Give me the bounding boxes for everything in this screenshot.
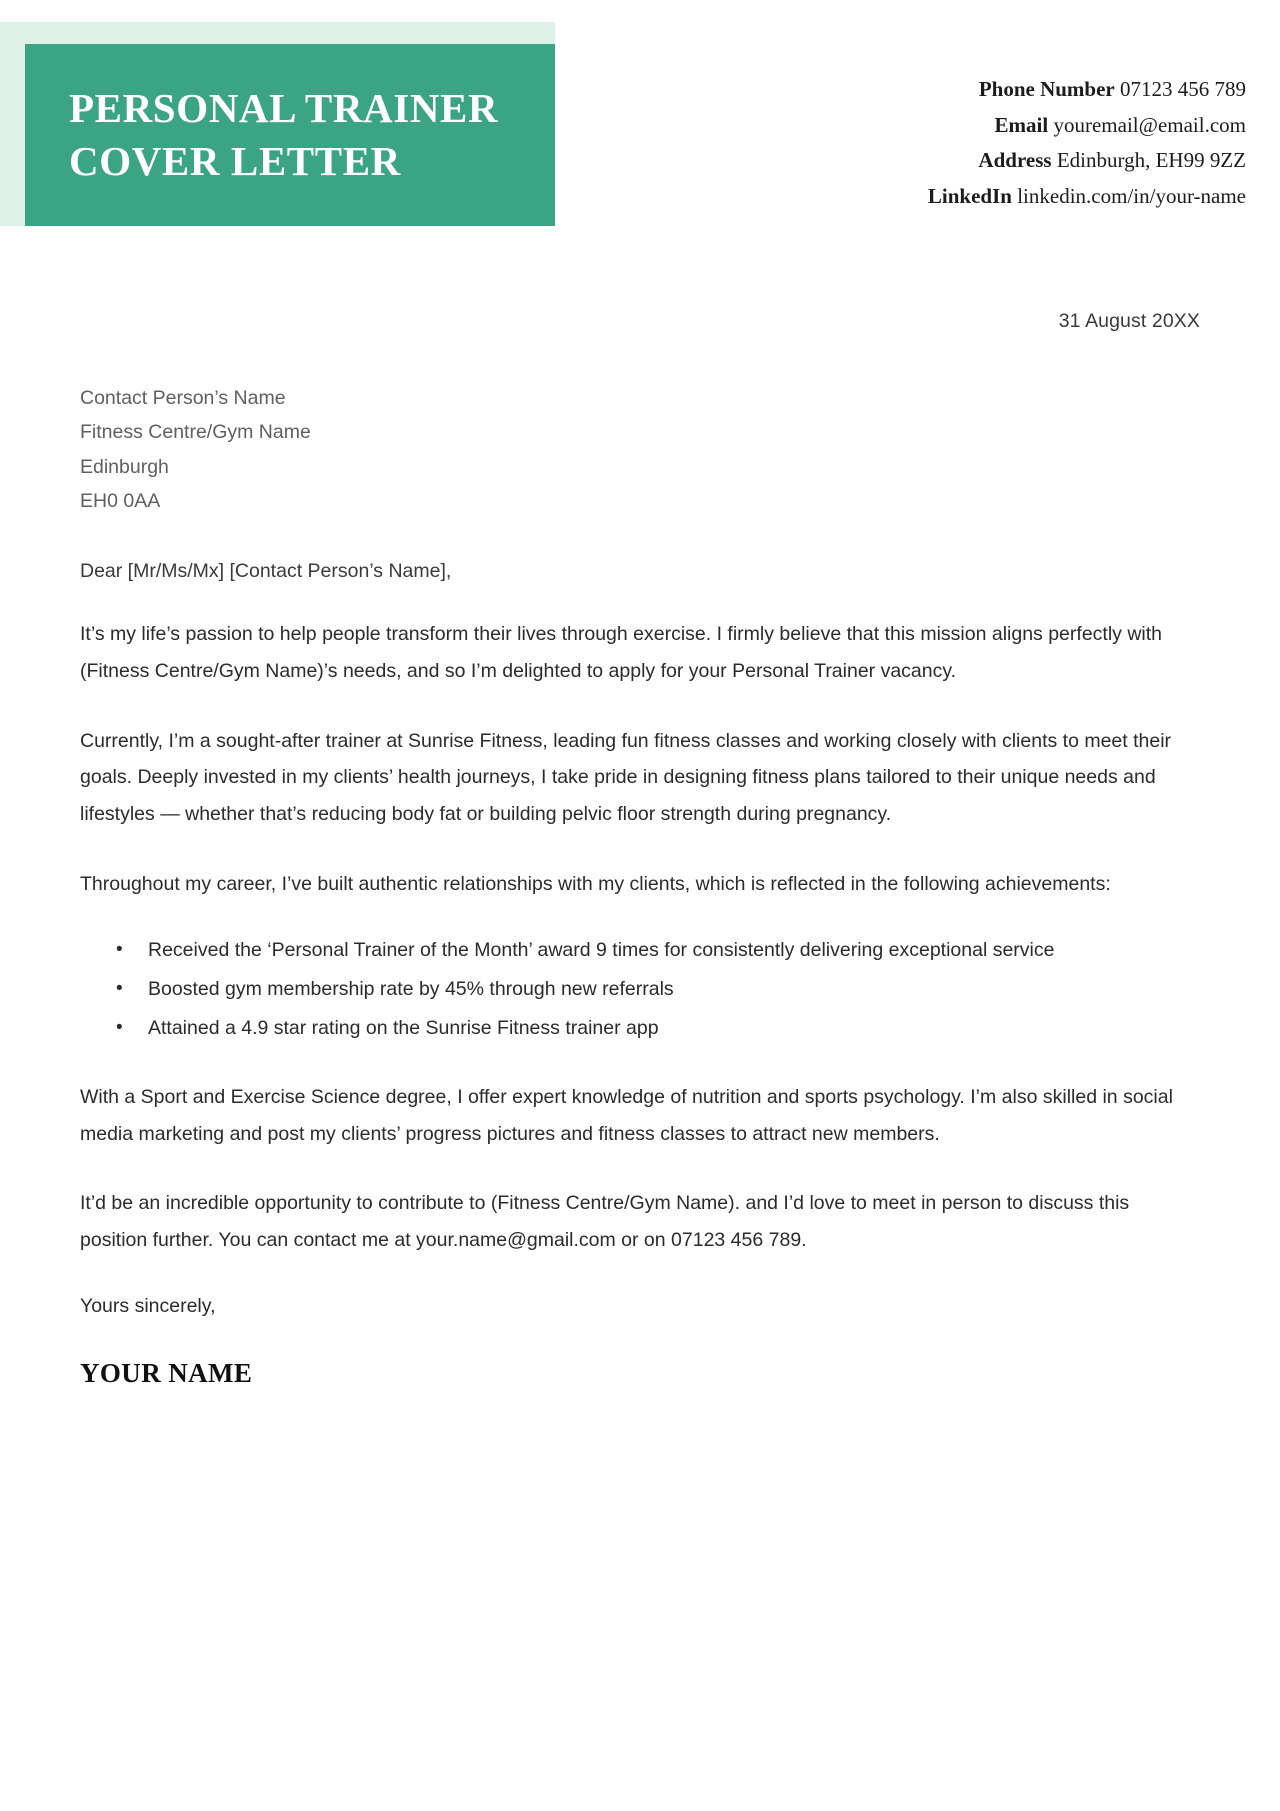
bullet-point-icon: • bbox=[116, 1016, 123, 1038]
achievements-list bbox=[80, 932, 1200, 1046]
list-item-text: Attained a 4.9 star rating on the Sunrise Fitness trainer app bbox=[148, 1016, 659, 1039]
contact-value-phone: 07123 456 789 bbox=[1120, 77, 1246, 101]
recipient-line-2: Fitness Centre/Gym Name bbox=[80, 421, 311, 444]
body-paragraph-2: Currently, I’m a sought-after trainer at Sunrise Fitness, leading fun fitness classes and working closely with clients to meet their goals. Deeply invested in my clients’ health journeys, I take pride in designing fitness plans tailored to their unique needs and lifestyles — whether that’s reducing body fat or building pelvic floor strength during pregnancy. bbox=[80, 729, 1172, 825]
page-title-line-2: COVER LETTER bbox=[69, 138, 401, 184]
list-item-text: Received the ‘Personal Trainer of the Month’ award 9 times for consistently delivering exceptional service bbox=[148, 939, 1055, 962]
salutation: Dear [Mr/Ms/Mx] [Contact Person’s Name], bbox=[80, 560, 452, 583]
closing-salutation: Yours sincerely, bbox=[80, 1294, 216, 1317]
body-paragraph-4: With a Sport and Exercise Science degree, I offer expert knowledge of nutrition and sports psychology. I’m also skilled in social media marketing and post my clients’ progress pictures and fitness classes to attract new members. bbox=[80, 1086, 1173, 1145]
letter-body bbox=[0, 226, 1280, 1389]
contact-row-email bbox=[995, 108, 1246, 144]
body-paragraph-5: It’d be an incredible opportunity to contribute to (Fitness Centre/Gym Name). and I’d love to meet in person to discuss this position further. You can contact me at your.name@gmail.com or on 07123 456 789. bbox=[80, 1192, 1130, 1252]
contact-value-linkedin: linkedin.com/in/your-name bbox=[1017, 184, 1246, 209]
contact-row-address bbox=[978, 143, 1246, 179]
contact-value-email: youremail@email.com bbox=[1053, 112, 1246, 137]
recipient-line-4: EH0 0AA bbox=[80, 489, 161, 512]
letter-date: 31 August 20XX bbox=[1058, 310, 1200, 332]
recipient-line-1: Contact Person’s Name bbox=[80, 387, 286, 409]
contact-value-address: Edinburgh, EH99 9ZZ bbox=[1056, 148, 1246, 173]
document-header bbox=[0, 22, 1280, 226]
bullet-point-icon: • bbox=[116, 939, 123, 961]
contact-label-phone: Phone Number bbox=[978, 77, 1115, 101]
page-title-line-1: PERSONAL TRAINER bbox=[69, 84, 499, 131]
body-paragraph-1: It’s my life’s passion to help people transform their lives through exercise. I firmly believe that this mission aligns perfectly with (Fitness Centre/Gym Name)’s needs, and so I’m delighted to apply for your Personal Trainer vacancy. bbox=[80, 623, 1163, 682]
body-paragraph-3: Throughout my career, I’ve built authentic relationships with my clients, which is reflected in the following achievements: bbox=[80, 872, 1111, 895]
contact-row-phone bbox=[979, 72, 1246, 108]
title-block bbox=[25, 44, 555, 226]
contact-label-email: Email bbox=[994, 112, 1049, 137]
bullet-point-icon: • bbox=[116, 977, 123, 999]
recipient-line-3: Edinburgh bbox=[80, 455, 169, 478]
contact-row-linkedin bbox=[928, 179, 1246, 215]
signature-name: YOUR NAME bbox=[80, 1357, 253, 1388]
list-item bbox=[80, 971, 1200, 1008]
recipient-address-block bbox=[80, 381, 1200, 518]
contact-label-address: Address bbox=[978, 148, 1052, 173]
contact-label-linkedin: LinkedIn bbox=[927, 184, 1012, 209]
list-item bbox=[80, 932, 1200, 969]
list-item bbox=[80, 1010, 1200, 1047]
list-item-text: Boosted gym membership rate by 45% through new referrals bbox=[148, 977, 674, 1000]
contact-details bbox=[555, 22, 1280, 226]
